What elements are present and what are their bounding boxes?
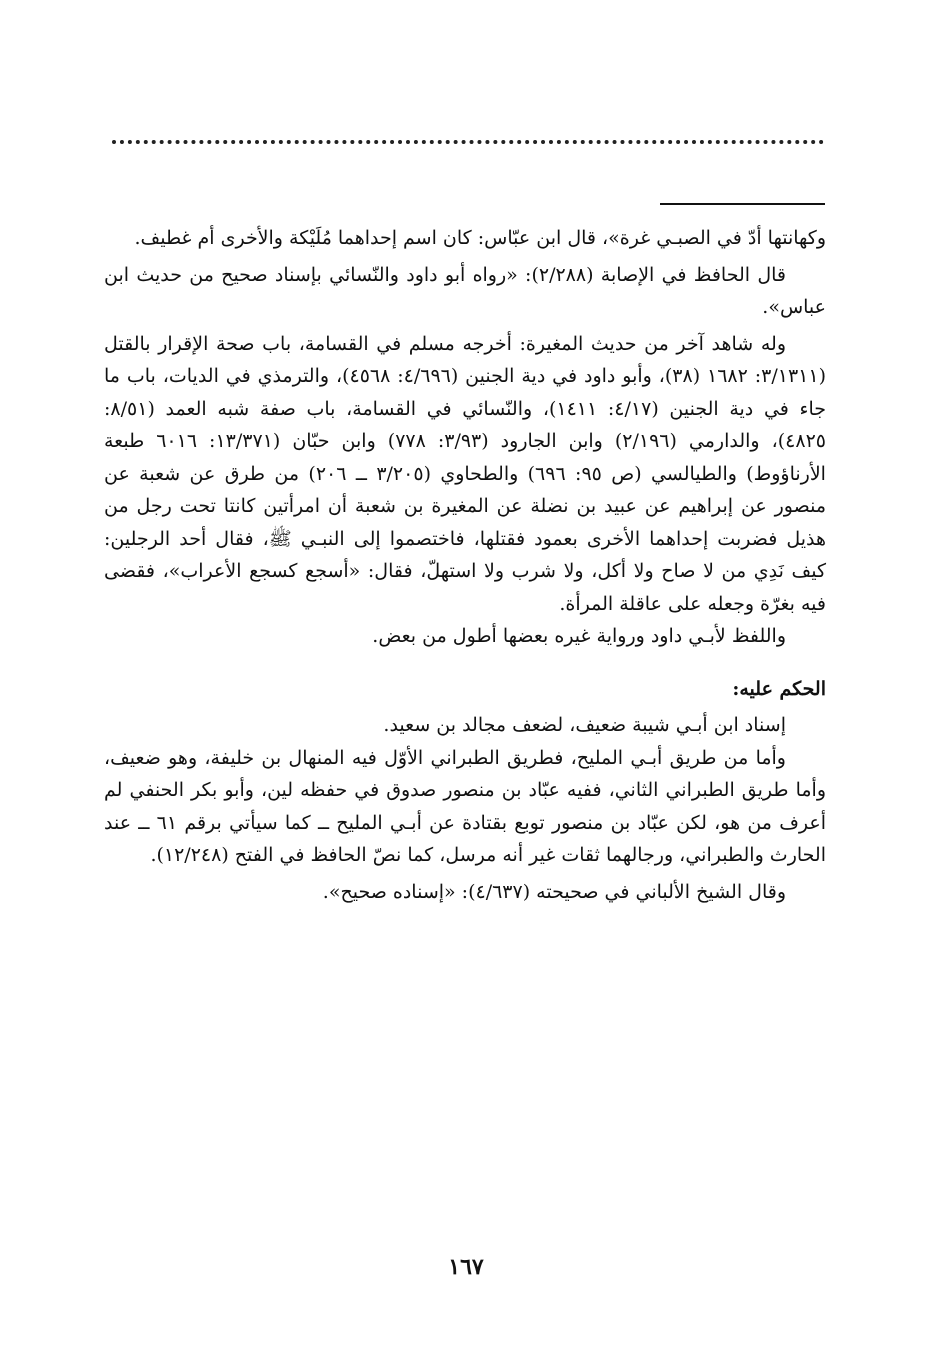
paragraph-kahanatiha: وكهانتها أدّ في الصبـي غرة»، قال ابن عبّاس: كان اسم إحداهما مُلَيْكة والأخرى أم غطيف. [134, 227, 826, 249]
paragraph-mughira-witness: وله شاهد آخر من حديث المغيرة: أخرجه مسلم في القسامة، باب صحة الإقرار بالقتل (٣/١٣١١: ١٦٨٢ (٣٨)، وأبو داود في دية الجنين (٤/٦٩٦: ٤٥٦٨)، والترمذي في الديات، باب ما جاء في دية الجنين (٤/١٧: ١٤١١)، والنّسائي في القسامة، باب صفة شبه العمد (٨/٥١: ٤٨٢٥)، والدارمي (٢/١٩٦) وابن الجارود (٣/٩٣: ٧٧٨) وابن حبّان (١٣/٣٧١: ٦٠١٦ طبعة الأرناؤوط) والطيالسي (ص ٩٥: ٦٩٦) والطحاوي (٣/٢٠٥ ــ ٢٠٦) من طرق عن شعبة عن منصور عن إبراهيم عن عبيد بن نضلة عن المغيرة بن شعبة أن امرأتين كانتا تحت رجل من هذيل فضربت إحداهما الأخرى بعمود فقتلها، فاختصموا إلى النبـي ﷺ، فقال أحد الرجلين: كيف نَدِي من لا صاح ولا أكل، ولا شرب ولا استهلّ، فقال: «أسجع كسجع الأعراب»، فقضى فيه بغرّة وجعله على عاقلة المرأة. [104, 332, 826, 615]
paragraph-wording-note: واللفظ لأبـي داود ورواية غيره بعضها أطول من بعض. [372, 625, 786, 647]
footnote-rule [660, 203, 825, 205]
ruling-heading: الحكم عليه: [732, 677, 826, 700]
page-number: ١٦٧ [448, 1254, 484, 1280]
dotted-separator [112, 140, 824, 144]
paragraph-abi-al-malih: وأما من طريق أبـي المليح، فطريق الطبراني الأوّل فيه المنهال بن خليفة، وهو ضعيف، وأما طريق الطبراني الثاني، ففيه عبّاد بن منصور صدوق في حفظه لين، وأبو بكر الحنفي لم أعرف من هو، لكن عبّاد بن منصور توبع بقتادة عن أبـي المليح ــ كما سيأتي برقم ٦١ ــ عند الحارث والطبراني، ورجالهما ثقات غير أنه مرسل، كما نصّ الحافظ في الفتح (١٢/٢٤٨). [104, 746, 827, 866]
paragraph-isaba-quote: قال الحافظ في الإصابة (٢/٢٨٨): «رواه أبو داود والنّسائي بإسناد صحيح من حديث ابن عباس». [104, 263, 826, 318]
footnote-body [104, 222, 826, 908]
paragraph-albani: وقال الشيخ الألباني في صحيحته (٤/٦٣٧): «إسناده صحيح». [322, 880, 786, 903]
paragraph-ibn-abi-shayba: إسناد ابن أبـي شيبة ضعيف، لضعف مجالد بن سعيد. [383, 714, 786, 736]
